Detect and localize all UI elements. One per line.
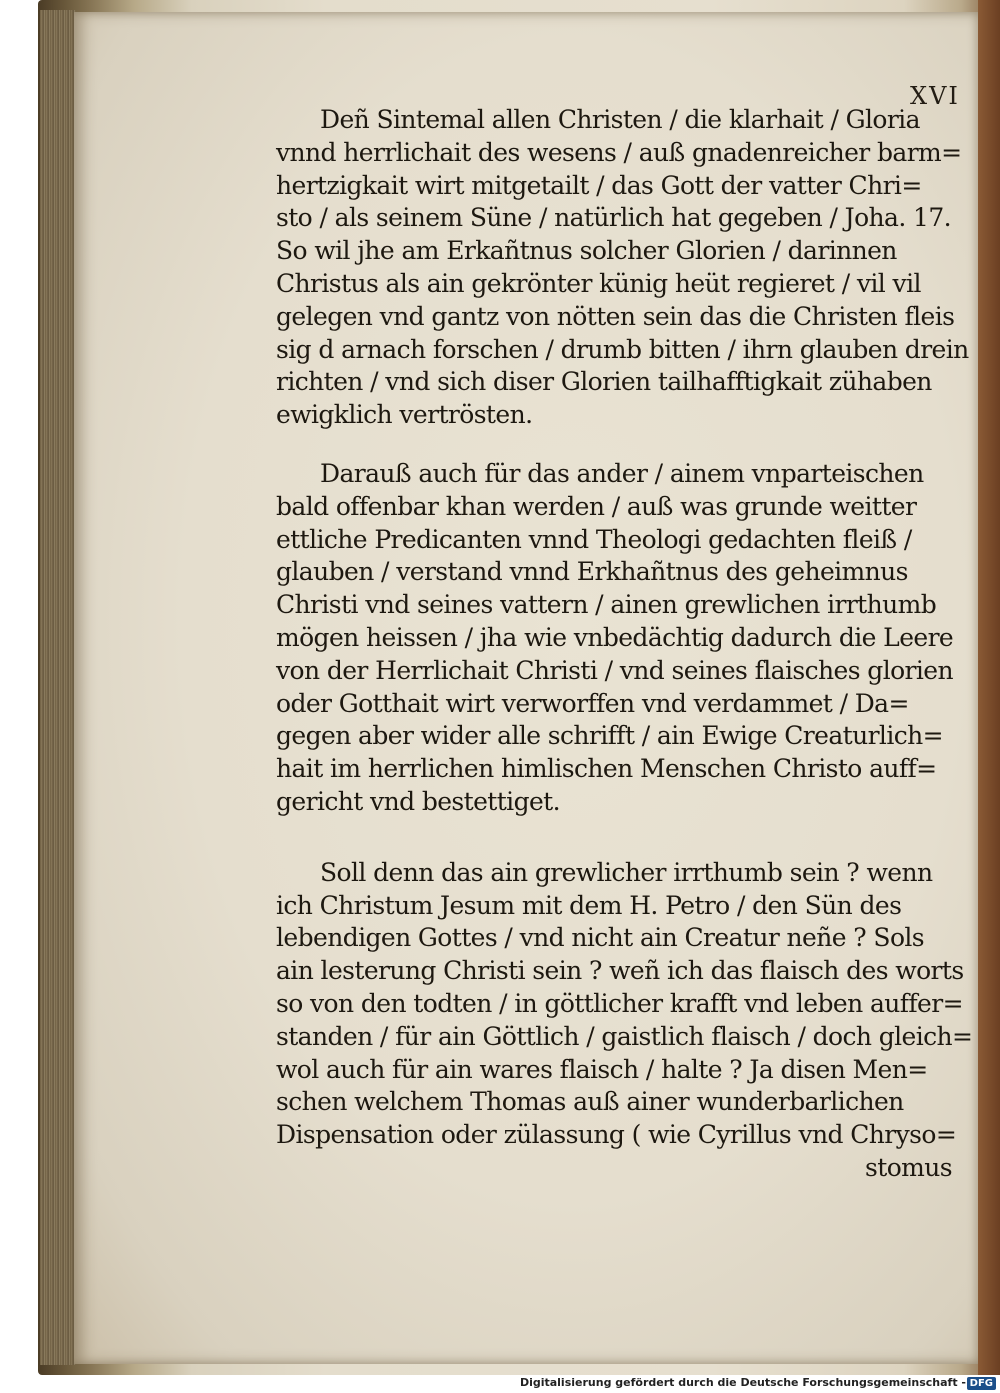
text-line: von der Herrlichait Christi / vnd seines flaisches glorien bbox=[276, 655, 953, 685]
text-line: gelegen vnd gantz von nötten sein das die Christen fleis bbox=[276, 301, 955, 331]
text-line: sig d arnach forschen / drumb bitten / ihrn glauben drein bbox=[276, 334, 969, 364]
text-line: ettliche Predicanten vnnd Theologi gedachten fleiß / bbox=[276, 524, 912, 554]
text-line: gegen aber wider alle schrifft / ain Ewige Creaturlich= bbox=[276, 721, 943, 751]
dfg-logo-icon: DFG bbox=[967, 1377, 996, 1390]
paragraph-1 bbox=[276, 104, 969, 432]
digitization-credit: Digitalisierung gefördert durch die Deutsche Forschungsgemeinschaft - bbox=[519, 1376, 966, 1389]
text-line: Dispensation oder zülassung ( wie Cyrillus vnd Chryso= bbox=[276, 1120, 957, 1150]
text-line: Soll denn das ain grewlicher irrthumb sein ? wenn bbox=[320, 857, 933, 887]
text-line: glauben / verstand vnnd Erkhañtnus des geheimnus bbox=[276, 557, 908, 587]
text-line: lebendigen Gottes / vnd nicht ain Creatur neñe ? Sols bbox=[276, 923, 925, 953]
text-line: wol auch für ain wares flaisch / halte ? Ja disen Men= bbox=[276, 1054, 928, 1084]
text-line: richten / vnd sich diser Glorien tailhafftigkait zühaben bbox=[276, 367, 932, 397]
text-line: bald offenbar khan werden / auß was grunde weitter bbox=[276, 491, 917, 521]
right-binding-edge bbox=[978, 0, 1000, 1375]
page-stack-edge bbox=[40, 10, 76, 1365]
text-line: standen / für ain Göttlich / gaistlich flaisch / doch gleich= bbox=[276, 1021, 973, 1051]
text-line: schen welchem Thomas auß ainer wunderbarlichen bbox=[276, 1087, 904, 1117]
text-line: Deñ Sintemal allen Christen / die klarhait / Gloria bbox=[320, 105, 920, 134]
text-line: ain lesterung Christi sein ? weñ ich das flaisch des worts bbox=[276, 956, 964, 986]
text-line: sto / als seinem Süne / natürlich hat gegeben / Joha. 17. bbox=[276, 203, 952, 233]
text-line: oder Gotthait wirt verworffen vnd verdammet / Da= bbox=[276, 688, 909, 718]
text-line: hertzigkait wirt mitgetailt / das Gott der vatter Chri= bbox=[276, 170, 922, 200]
text-line: Christus als ain gekrönter künig heüt regieret / vil vil bbox=[276, 268, 921, 298]
text-line: Darauß auch für das ander / ainem vnparteischen bbox=[320, 458, 924, 488]
text-line: Christi vnd seines vattern / ainen grewlichen irrthumb bbox=[276, 590, 937, 620]
text-line: So wil jhe am Erkañtnus solcher Glorien / darinnen bbox=[276, 236, 897, 266]
paragraph-2 bbox=[276, 458, 962, 819]
text-line: vnnd herrlichait des wesens / auß gnadenreicher barm= bbox=[276, 137, 962, 167]
body-text bbox=[276, 104, 973, 1185]
text-line: gericht vnd bestettiget. bbox=[276, 786, 560, 816]
paragraph-3 bbox=[276, 857, 973, 1185]
text-line: ewigklich vertrösten. bbox=[276, 400, 533, 430]
text-line: mögen heissen / jha wie vnbedächtig dadurch die Leere bbox=[276, 622, 954, 652]
catchword: stomus bbox=[865, 1152, 952, 1182]
folio-number: XVI bbox=[910, 82, 960, 110]
text-line: ich Christum Jesum mit dem H. Petro / den Sün des bbox=[276, 890, 902, 920]
text-line: hait im herrlichen himlischen Menschen Christo auff= bbox=[276, 754, 937, 784]
text-line: so von den todten / in göttlicher krafft vnd leben auffer= bbox=[276, 988, 963, 1018]
